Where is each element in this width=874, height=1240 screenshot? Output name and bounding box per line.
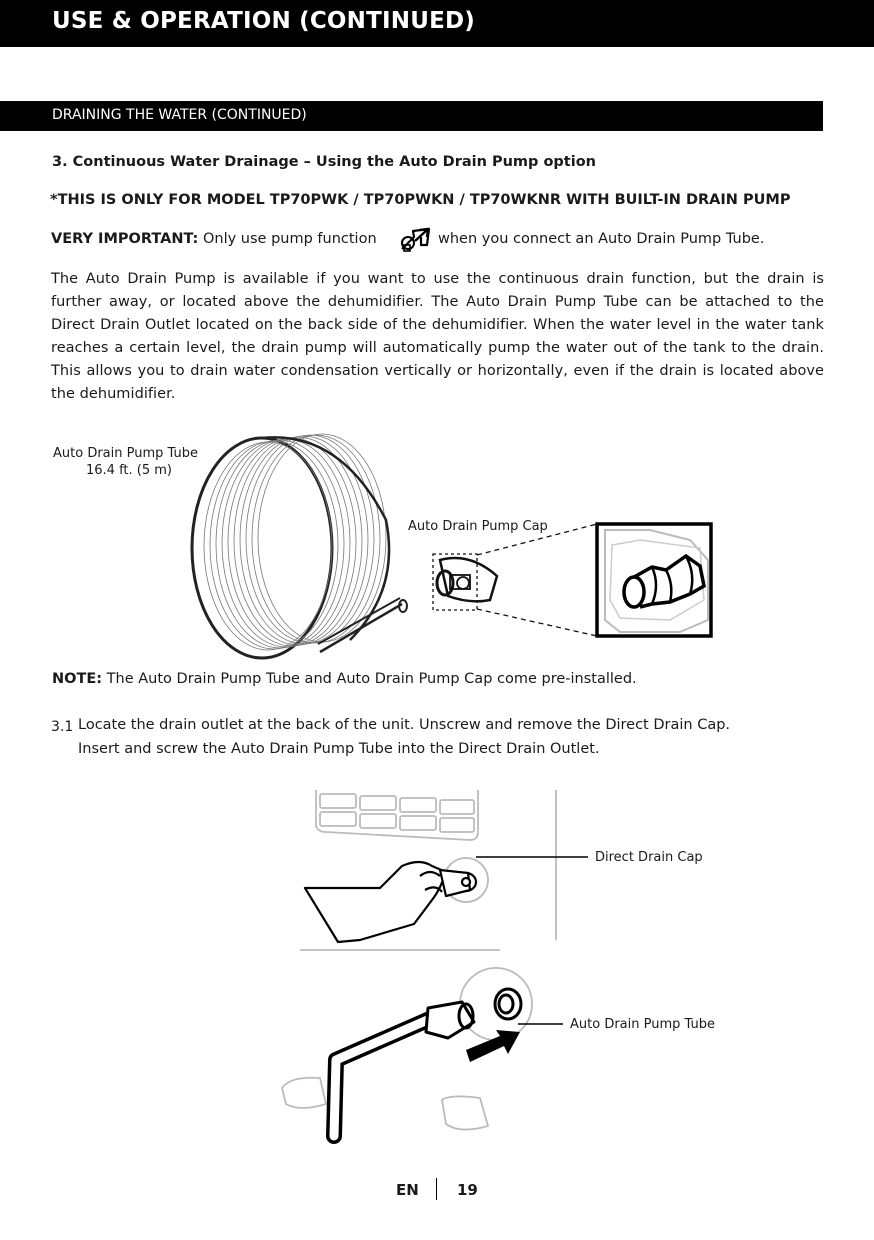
auto-drain-tube bbox=[334, 1002, 474, 1136]
important-text-before: Only use pump function bbox=[198, 231, 377, 247]
direct-drain-outlet bbox=[495, 989, 521, 1019]
auto-drain-paragraph: The Auto Drain Pump is available if you want to use the continuous drain function, but the drain is further away, or located above the dehumidifier. The Auto Drain Pump Tube can be attached to the Direct Drain Outlet located on the back side of the dehumidifier. When the water level in the water tank reaches a certain level, the drain pump will automatically pump the water out of the tank to the drain. This allows you to drain water condensation vertically or horizontally, even if the drain is located above the dehumidifier. bbox=[51, 271, 824, 402]
cap-label: Auto Drain Pump Cap bbox=[408, 519, 548, 534]
note-label: NOTE: bbox=[52, 671, 103, 687]
auto-drain-tube-label: Auto Drain Pump Tube bbox=[570, 1017, 715, 1032]
hand-unscrewing-cap bbox=[305, 862, 476, 942]
step-3-title: 3. Continuous Water Drainage – Using the Auto Drain Pump option bbox=[52, 154, 596, 170]
step-31-line2: Insert and screw the Auto Drain Pump Tube into the Direct Drain Outlet. bbox=[78, 741, 600, 757]
direct-drain-cap-label: Direct Drain Cap bbox=[595, 850, 703, 865]
tube-label-line2: 16.4 ft. (5 m) bbox=[86, 463, 172, 478]
important-label: VERY IMPORTANT: bbox=[51, 231, 199, 247]
note-text: The Auto Drain Pump Tube and Auto Drain Pump Cap come pre-installed. bbox=[102, 671, 637, 687]
page-header-title: USE & OPERATION (CONTINUED) bbox=[52, 8, 476, 34]
tube-label-line1: Auto Drain Pump Tube bbox=[53, 446, 198, 461]
step-31-number: 3.1 bbox=[51, 719, 74, 735]
footer-page-number: 19 bbox=[457, 1181, 478, 1199]
footer-divider bbox=[436, 1178, 437, 1200]
section-title: DRAINING THE WATER (CONTINUED) bbox=[52, 107, 307, 123]
insert-arrow-icon bbox=[466, 1030, 520, 1062]
important-text-after: when you connect an Auto Drain Pump Tube. bbox=[438, 231, 765, 247]
footer-language: EN bbox=[396, 1181, 419, 1199]
step-31-line1: Locate the drain outlet at the back of the unit. Unscrew and remove the Direct Drain Cap. bbox=[78, 717, 731, 733]
model-note: *THIS IS ONLY FOR MODEL TP70PWK / TP70PWKN / TP70WKNR WITH BUILT-IN DRAIN PUMP bbox=[50, 192, 791, 208]
